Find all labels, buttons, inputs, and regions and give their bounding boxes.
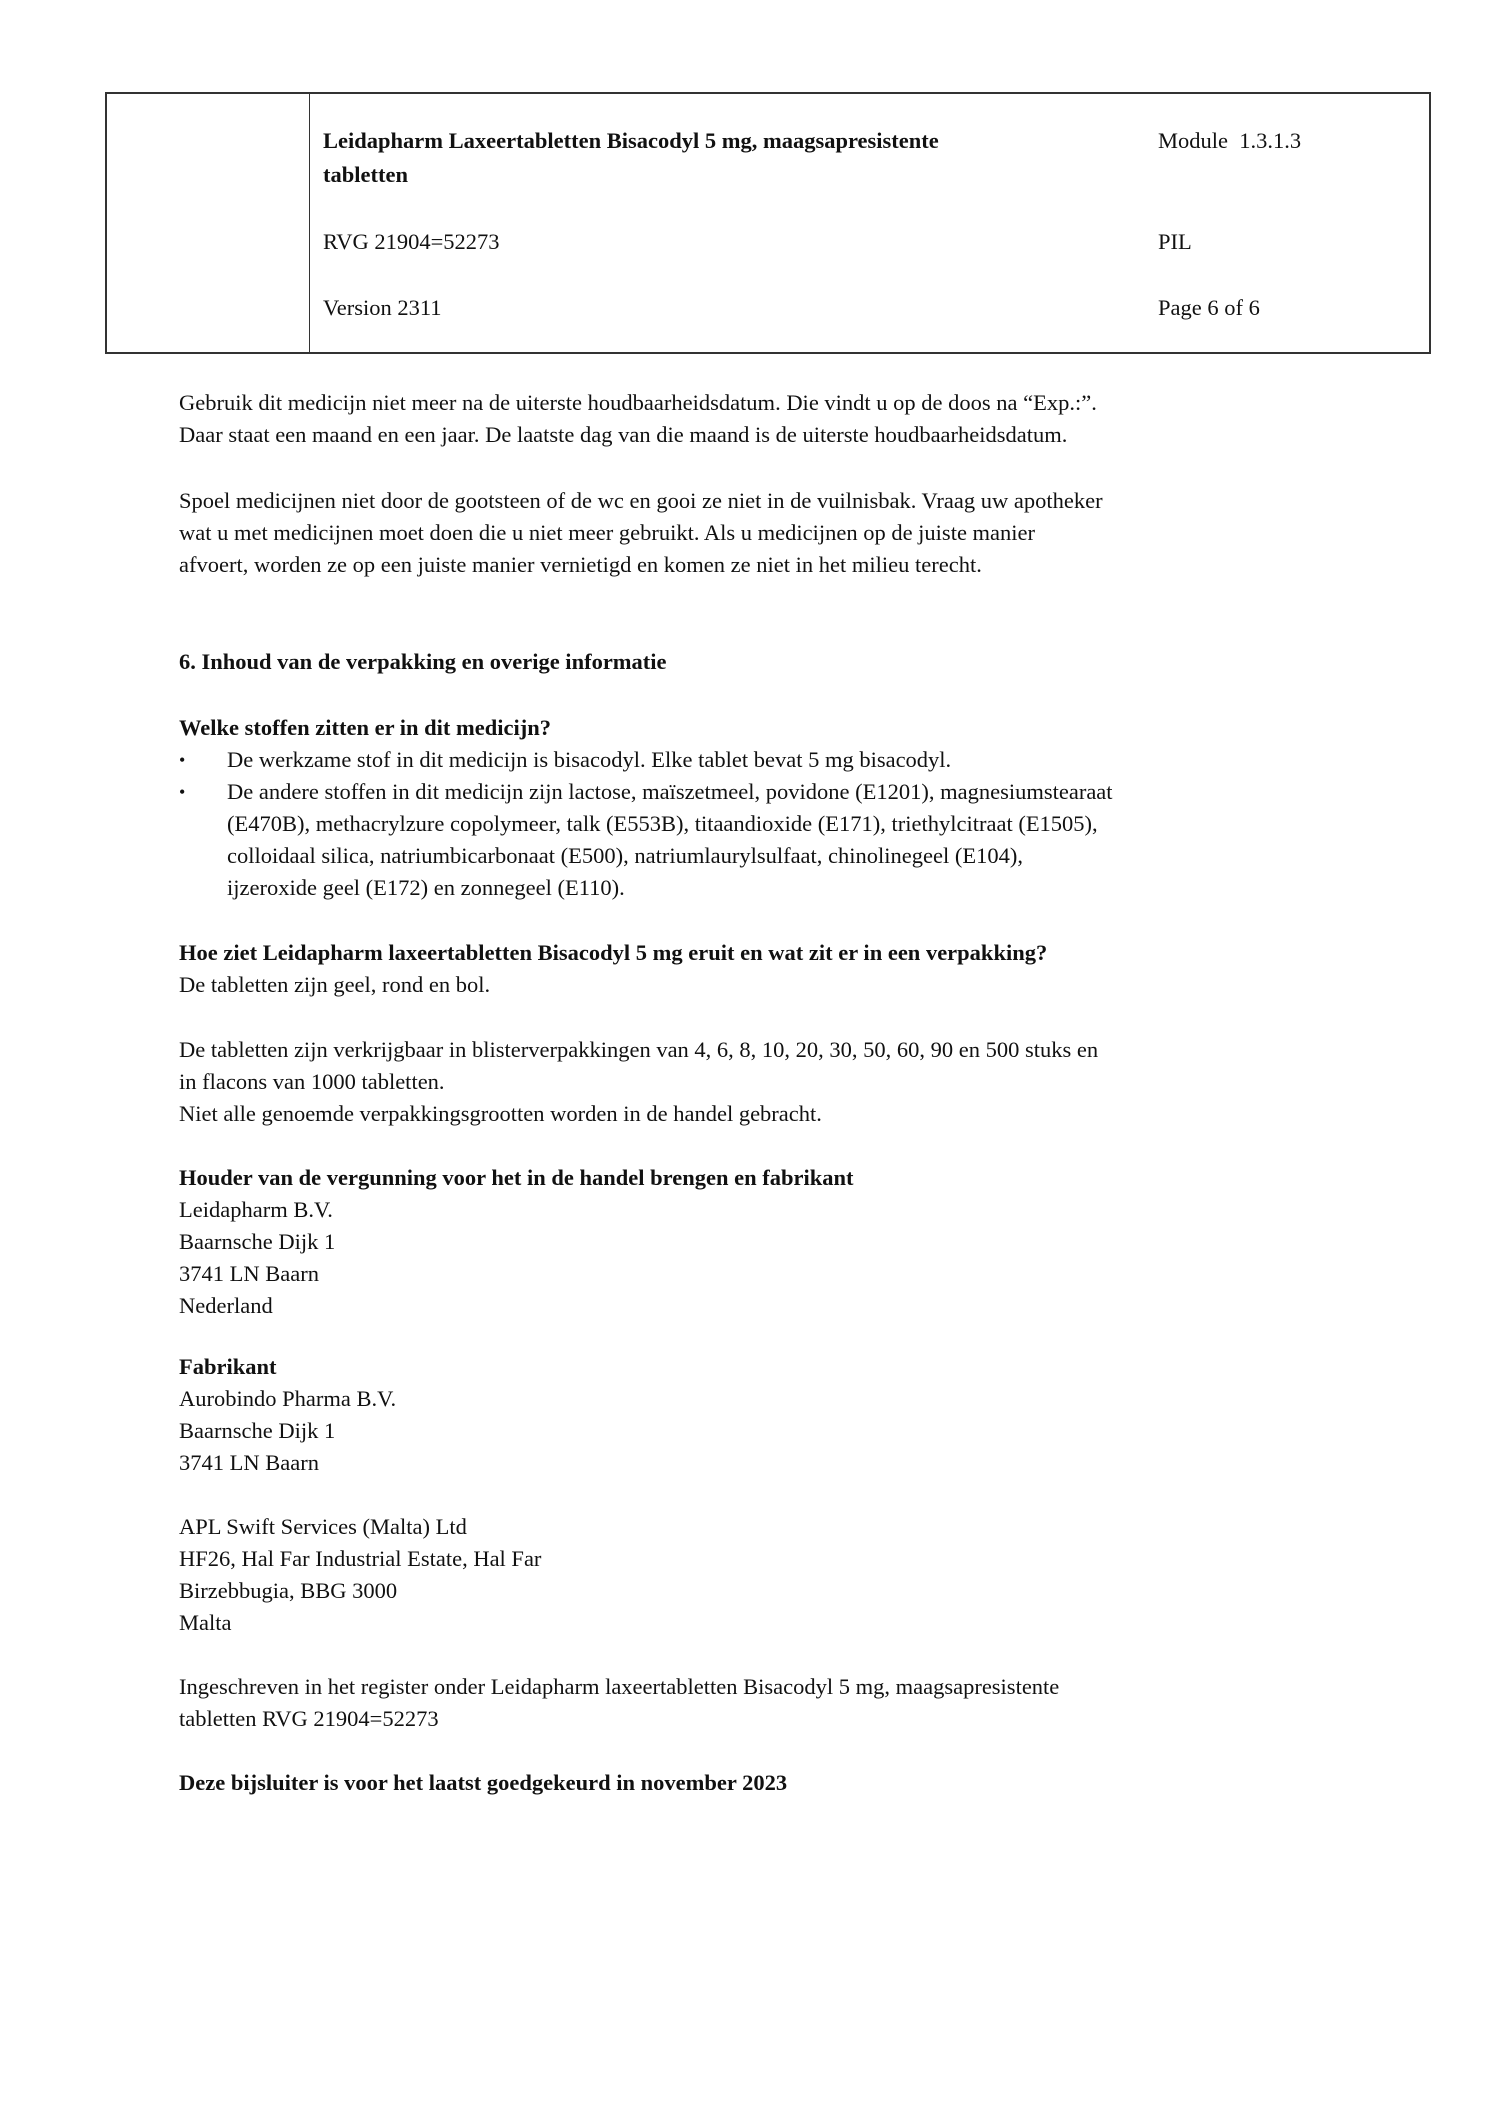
address-line: Baarnsche Dijk 1 bbox=[179, 1229, 336, 1254]
paragraph-line: tabletten RVG 21904=52273 bbox=[179, 1706, 439, 1731]
address-line: Aurobindo Pharma B.V. bbox=[179, 1386, 397, 1411]
section-heading: 6. Inhoud van de verpakking en overige informatie bbox=[179, 649, 667, 674]
ingredients-heading: Welke stoffen zitten er in dit medicijn? bbox=[179, 715, 552, 740]
address-line: Baarnsche Dijk 1 bbox=[179, 1418, 336, 1443]
appearance-heading: Hoe ziet Leidapharm laxeertabletten Bisacodyl 5 mg eruit en wat zit er in een verpakking? bbox=[179, 940, 1048, 965]
address-line: APL Swift Services (Malta) Ltd bbox=[179, 1514, 467, 1539]
holder-heading: Houder van de vergunning voor het in de handel brengen en fabrikant bbox=[179, 1165, 854, 1190]
paragraph-line: Gebruik dit medicijn niet meer na de uiterste houdbaarheidsdatum. Die vindt u op de doos na “Exp.:”. bbox=[179, 390, 1097, 415]
bullet-icon: • bbox=[179, 750, 186, 770]
manufacturer-address-malta bbox=[179, 1511, 541, 1639]
header-rvg: RVG 21904=52273 bbox=[323, 229, 500, 254]
header-title-line2: tabletten bbox=[323, 162, 408, 187]
list-item-text: De werkzame stof in dit medicijn is bisacodyl. Elke tablet bevat 5 mg bisacodyl. bbox=[227, 747, 952, 772]
address-line: Malta bbox=[179, 1610, 232, 1635]
paragraph-line: wat u met medicijnen moet doen die u niet meer gebruikt. Als u medicijnen op de juiste manier bbox=[179, 520, 1036, 545]
address-line: HF26, Hal Far Industrial Estate, Hal Far bbox=[179, 1546, 542, 1571]
address-line: 3741 LN Baarn bbox=[179, 1450, 319, 1475]
list-item-text: colloidaal silica, natriumbicarbonaat (E500), natriumlaurylsulfaat, chinolinegeel (E104), bbox=[227, 843, 1023, 868]
address-line: Nederland bbox=[179, 1293, 273, 1318]
bullet-icon: • bbox=[179, 782, 186, 802]
pack-sizes-paragraph bbox=[179, 1034, 1098, 1130]
paragraph-line: Niet alle genoemde verpakkingsgrootten worden in de handel gebracht. bbox=[179, 1101, 822, 1126]
list-item-text: (E470B), methacrylzure copolymeer, talk (E553B), titaandioxide (E171), triethylcitraat (E1505), bbox=[227, 811, 1098, 836]
ingredients-section bbox=[179, 712, 1359, 904]
manufacturer-section bbox=[179, 1351, 396, 1479]
paragraph-line: Spoel medicijnen niet door de gootsteen of de wc en gooi ze niet in de vuilnisbak. Vraag uw apotheker bbox=[179, 488, 1103, 513]
paragraph-line: Daar staat een maand en een jaar. De laatste dag van die maand is de uiterste houdbaarheidsdatum. bbox=[179, 422, 1068, 447]
header-title-line1: Leidapharm Laxeertabletten Bisacodyl 5 mg, maagsapresistente bbox=[323, 128, 939, 153]
header-module: Module 1.3.1.3 bbox=[1158, 128, 1302, 153]
header-page-number: Page 6 of 6 bbox=[1158, 295, 1260, 320]
registration-paragraph bbox=[179, 1671, 1059, 1735]
appearance-section bbox=[179, 937, 1047, 1001]
holder-section bbox=[179, 1162, 853, 1322]
header-column-divider bbox=[309, 92, 310, 354]
header-version: Version 2311 bbox=[323, 295, 442, 320]
paragraph-line: De tabletten zijn verkrijgbaar in blisterverpakkingen van 4, 6, 8, 10, 20, 30, 50, 60, 90 en 500 stuks en bbox=[179, 1037, 1099, 1062]
address-line: Leidapharm B.V. bbox=[179, 1197, 333, 1222]
paragraph-line: Ingeschreven in het register onder Leidapharm laxeertabletten Bisacodyl 5 mg, maagsapresistente bbox=[179, 1674, 1060, 1699]
appearance-description: De tabletten zijn geel, rond en bol. bbox=[179, 972, 491, 997]
header-doc-type: PIL bbox=[1158, 229, 1192, 254]
list-item-text: ijzeroxide geel (E172) en zonnegeel (E110). bbox=[227, 875, 625, 900]
manufacturer-heading: Fabrikant bbox=[179, 1354, 277, 1379]
list-item bbox=[179, 744, 1359, 776]
paragraph-line: in flacons van 1000 tabletten. bbox=[179, 1069, 445, 1094]
list-item-text: De andere stoffen in dit medicijn zijn lactose, maïszetmeel, povidone (E1201), magnesiumstearaat bbox=[227, 779, 1113, 804]
address-line: 3741 LN Baarn bbox=[179, 1261, 319, 1286]
paragraph-line: afvoert, worden ze op een juiste manier vernietigd en komen ze niet in het milieu terecht. bbox=[179, 552, 982, 577]
list-item bbox=[179, 776, 1359, 904]
disposal-paragraph bbox=[179, 485, 1103, 581]
approval-statement: Deze bijsluiter is voor het laatst goedgekeurd in november 2023 bbox=[179, 1770, 788, 1795]
address-line: Birzebbugia, BBG 3000 bbox=[179, 1578, 398, 1603]
expiry-paragraph bbox=[179, 387, 1097, 451]
